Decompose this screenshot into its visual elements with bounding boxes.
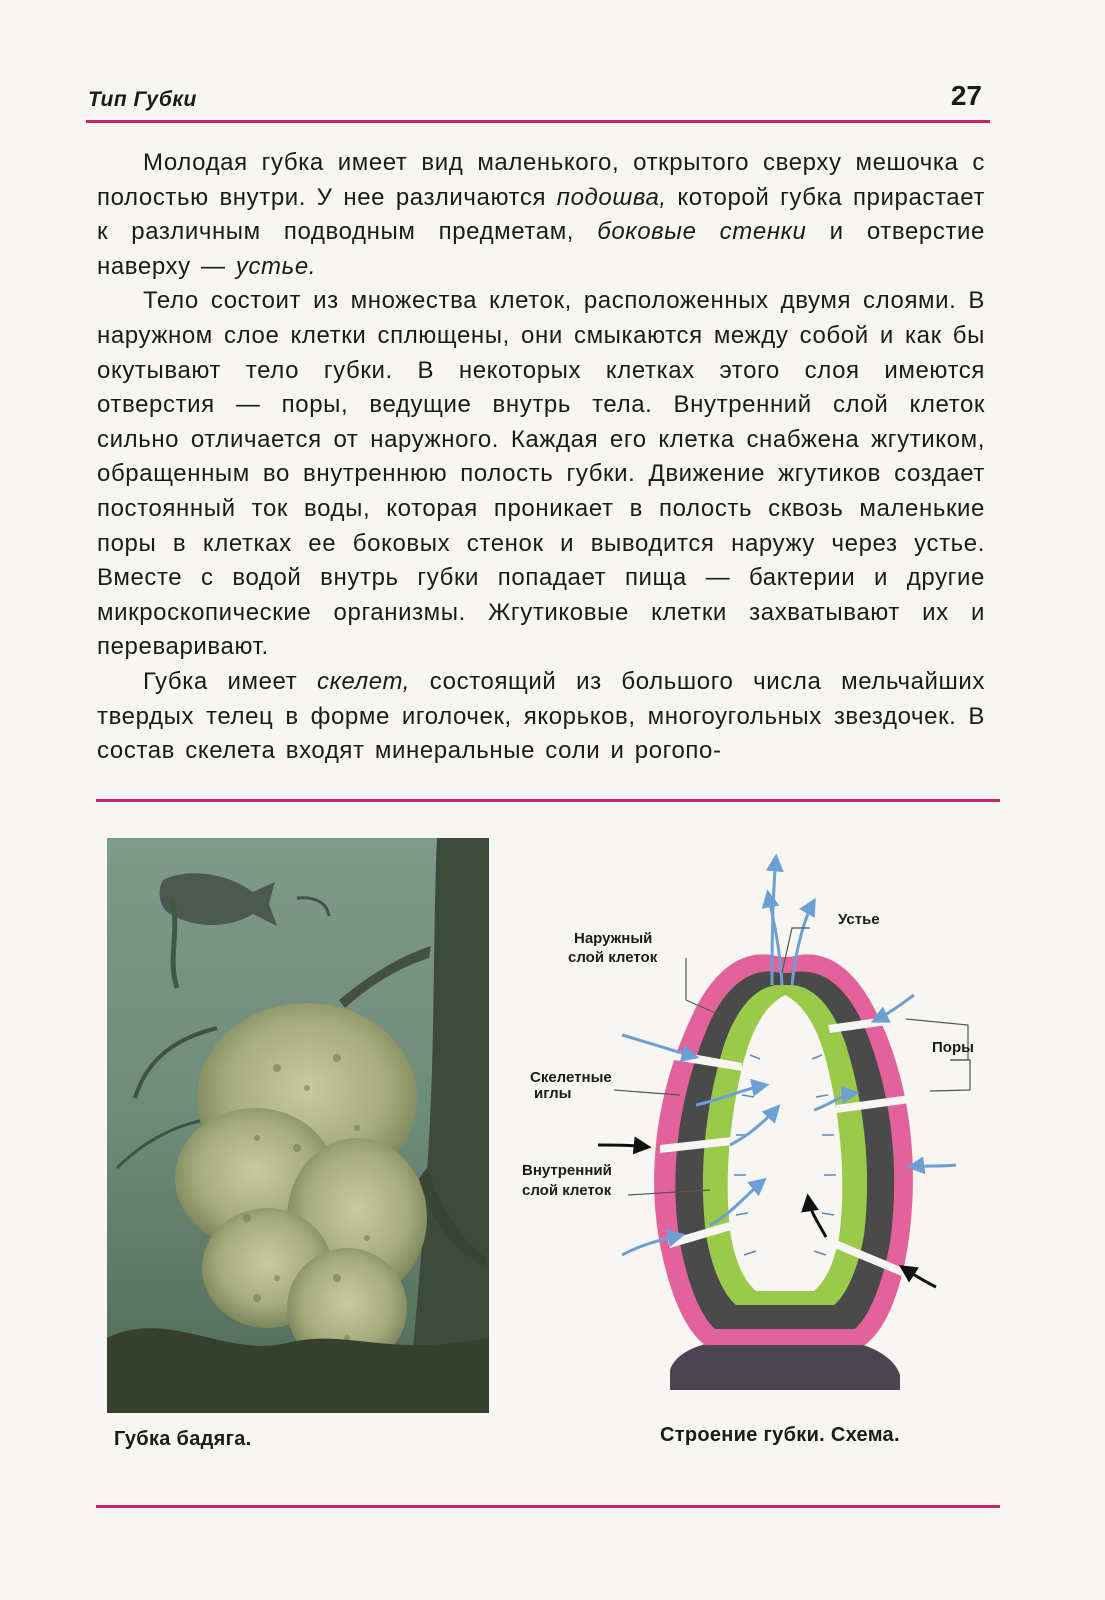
term-skeleton: скелет, [316, 667, 411, 695]
label-inner-layer-1: Внутренний [522, 1162, 612, 1179]
photo-caption: Губка бадяга. [114, 1428, 252, 1450]
body-text [97, 146, 985, 769]
label-outer-layer-2: слой клеток [568, 949, 658, 966]
label-spicules-2: иглы [534, 1085, 572, 1102]
label-spicules-1: Скелетные [530, 1069, 612, 1086]
paragraph-1: Молодая губка имеет вид маленького, открытого сверху мешочка с полостью внутри. У нее различаются подошва, которой губка прирастает к различным подводным предметам, боковые стенки и отверстие наверху — устье. [97, 149, 985, 280]
page-number: 27 [950, 80, 982, 111]
term-sole: подошва, [556, 183, 667, 211]
paragraph-3: Губка имеет скелет, состоящий из большого числа мельчайших твердых телец в форме иголочек, якорьков, многоугольных звездочек. В состав скелета входят минеральные соли и рогопо- [97, 667, 985, 765]
term-side-walls: боковые стенки [597, 218, 807, 246]
label-inner-layer-2: слой клеток [522, 1182, 612, 1199]
label-pores: Поры [932, 1039, 974, 1056]
page-header [88, 78, 988, 118]
label-mouth: Устье [838, 911, 880, 928]
term-mouth: устье. [235, 252, 317, 280]
paragraph-2: Тело состоит из множества клеток, расположенных двумя слоями. В наружном слое клетки сплющены, они смыкаются между собой и как бы окутывают тело губки. В некоторых клетках этого слоя имеются отверстия — поры, ведущие внутрь тела. Внутренний слой клеток сильно отличается от наружного. Каждая его клетка снабжена жгутиком, обращенным во внутреннюю полость губки. Движение жгутиков создает постоянный ток воды, которая проникает в полость сквозь маленькие поры в клетках ее боковых стенок и выводится наружу через устье. Вместе с водой внутрь губки попадает пища — бактерии и другие микроскопические организмы. Жгутиковые клетки захватывают их и переваривают. [97, 287, 985, 661]
figure-bottom-rule [96, 1505, 1000, 1508]
sponge-photo [107, 838, 489, 1413]
running-head: Тип Губки [88, 88, 197, 111]
label-outer-layer-1: Наружный [574, 930, 653, 947]
scheme-caption: Строение губки. Схема. [660, 1424, 900, 1446]
figure-top-rule [96, 799, 1000, 802]
sponge-structure-diagram [510, 845, 1000, 1390]
header-rule [86, 120, 990, 123]
